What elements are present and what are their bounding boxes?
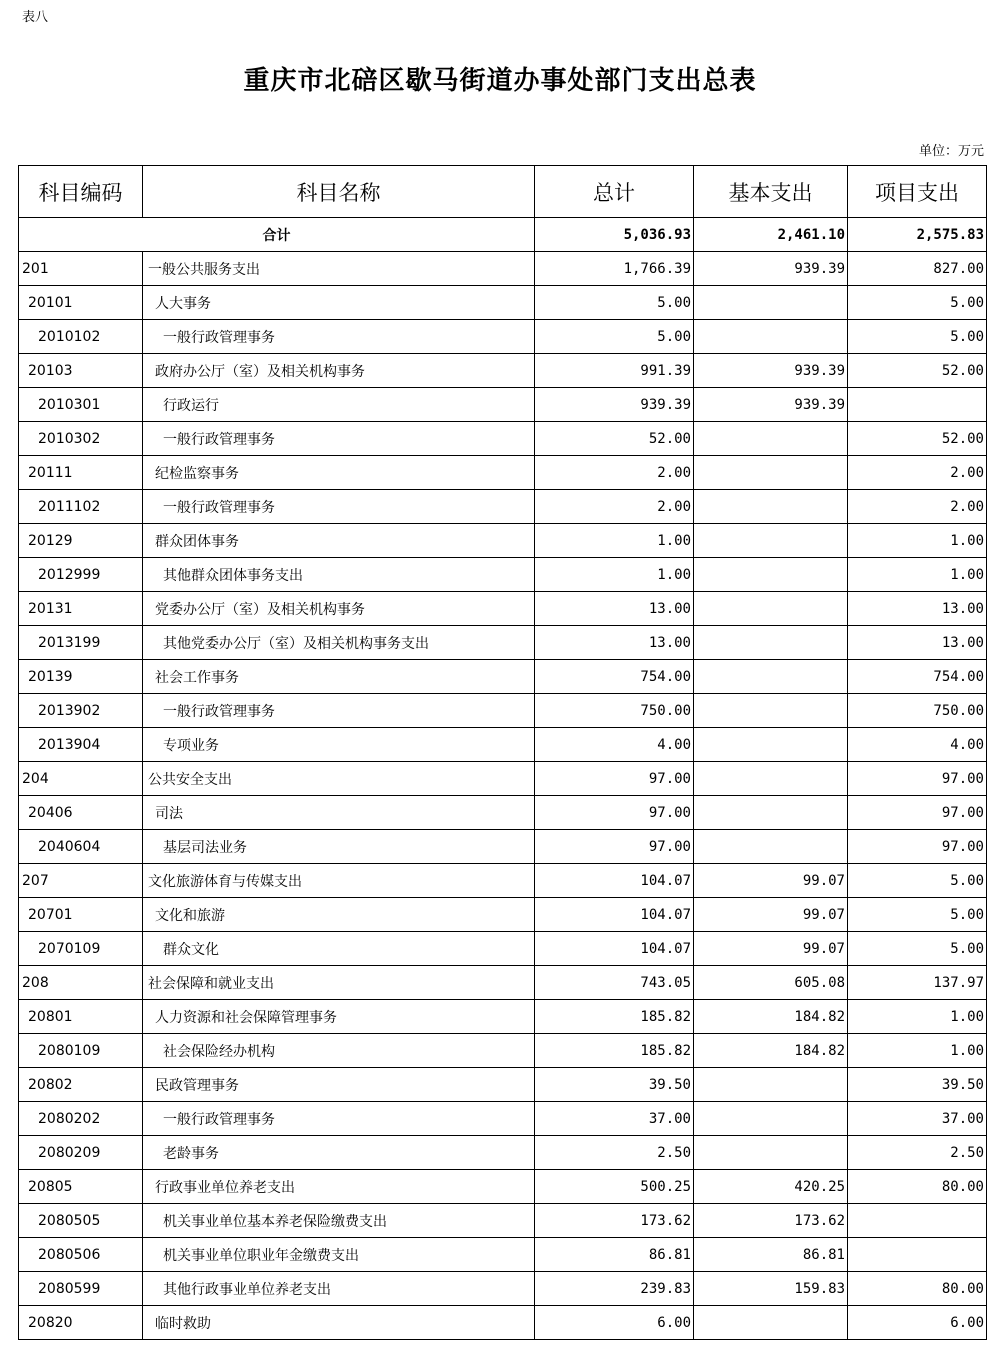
subject-name-cell: 老龄事务 bbox=[143, 1136, 535, 1170]
table-row bbox=[19, 1272, 987, 1306]
subject-code-cell: 20820 bbox=[19, 1306, 143, 1340]
project-expense-cell: 52.00 bbox=[848, 422, 987, 456]
project-expense-cell: 5.00 bbox=[848, 864, 987, 898]
subject-name-cell: 一般行政管理事务 bbox=[143, 694, 535, 728]
table-row bbox=[19, 1306, 987, 1340]
subject-code-cell: 20103 bbox=[19, 354, 143, 388]
subject-code-cell: 20139 bbox=[19, 660, 143, 694]
table-row bbox=[19, 388, 987, 422]
total-cell: 97.00 bbox=[535, 796, 694, 830]
table-row bbox=[19, 1068, 987, 1102]
total-sum: 5,036.93 bbox=[535, 218, 694, 252]
basic-expense-cell: 420.25 bbox=[694, 1170, 848, 1204]
subject-code-cell: 208 bbox=[19, 966, 143, 1000]
column-header-project: 项目支出 bbox=[848, 166, 987, 218]
subject-code-cell: 2080202 bbox=[19, 1102, 143, 1136]
subject-code-cell: 20129 bbox=[19, 524, 143, 558]
project-expense-cell: 827.00 bbox=[848, 252, 987, 286]
basic-expense-cell: 99.07 bbox=[694, 898, 848, 932]
project-expense-cell: 5.00 bbox=[848, 320, 987, 354]
table-number-label: 表八 bbox=[22, 10, 49, 25]
table-row bbox=[19, 694, 987, 728]
basic-expense-cell: 939.39 bbox=[694, 252, 848, 286]
table-row bbox=[19, 456, 987, 490]
project-expense-cell: 5.00 bbox=[848, 932, 987, 966]
table-row bbox=[19, 1102, 987, 1136]
subject-name-cell: 基层司法业务 bbox=[143, 830, 535, 864]
basic-expense-cell bbox=[694, 762, 848, 796]
project-expense-cell: 37.00 bbox=[848, 1102, 987, 1136]
basic-expense-cell bbox=[694, 796, 848, 830]
basic-expense-cell bbox=[694, 626, 848, 660]
subject-name-cell: 文化和旅游 bbox=[143, 898, 535, 932]
subject-name-cell: 文化旅游体育与传媒支出 bbox=[143, 864, 535, 898]
basic-expense-cell: 939.39 bbox=[694, 354, 848, 388]
subject-code-cell: 2013904 bbox=[19, 728, 143, 762]
subject-code-cell: 2080109 bbox=[19, 1034, 143, 1068]
subject-name-cell: 社会保障和就业支出 bbox=[143, 966, 535, 1000]
subject-name-cell: 其他行政事业单位养老支出 bbox=[143, 1272, 535, 1306]
table-row bbox=[19, 762, 987, 796]
basic-expense-cell: 99.07 bbox=[694, 932, 848, 966]
subject-code-cell: 2010301 bbox=[19, 388, 143, 422]
project-expense-cell: 1.00 bbox=[848, 558, 987, 592]
subject-name-cell: 公共安全支出 bbox=[143, 762, 535, 796]
subject-code-cell: 20111 bbox=[19, 456, 143, 490]
subject-code-cell: 204 bbox=[19, 762, 143, 796]
basic-expense-cell bbox=[694, 320, 848, 354]
table-row bbox=[19, 728, 987, 762]
project-expense-cell: 4.00 bbox=[848, 728, 987, 762]
table-row bbox=[19, 864, 987, 898]
subject-code-cell: 20406 bbox=[19, 796, 143, 830]
project-expense-cell bbox=[848, 1238, 987, 1272]
basic-expense-cell bbox=[694, 558, 848, 592]
table-row bbox=[19, 1204, 987, 1238]
subject-name-cell: 群众团体事务 bbox=[143, 524, 535, 558]
total-cell: 37.00 bbox=[535, 1102, 694, 1136]
total-cell: 2.00 bbox=[535, 456, 694, 490]
project-expense-cell: 6.00 bbox=[848, 1306, 987, 1340]
subject-code-cell: 2080599 bbox=[19, 1272, 143, 1306]
basic-expense-cell bbox=[694, 422, 848, 456]
basic-expense-cell: 184.82 bbox=[694, 1034, 848, 1068]
basic-expense-cell: 173.62 bbox=[694, 1204, 848, 1238]
total-cell: 750.00 bbox=[535, 694, 694, 728]
total-cell: 104.07 bbox=[535, 864, 694, 898]
total-cell: 939.39 bbox=[535, 388, 694, 422]
column-header-code: 科目编码 bbox=[19, 166, 143, 218]
table-row bbox=[19, 966, 987, 1000]
total-cell: 2.00 bbox=[535, 490, 694, 524]
project-expense-cell: 13.00 bbox=[848, 626, 987, 660]
subject-name-cell: 一般公共服务支出 bbox=[143, 252, 535, 286]
total-row bbox=[19, 218, 987, 252]
table-row bbox=[19, 932, 987, 966]
total-cell: 500.25 bbox=[535, 1170, 694, 1204]
table-row bbox=[19, 422, 987, 456]
basic-expense-cell bbox=[694, 694, 848, 728]
basic-expense-cell bbox=[694, 1102, 848, 1136]
subject-code-cell: 20801 bbox=[19, 1000, 143, 1034]
basic-expense-cell bbox=[694, 286, 848, 320]
basic-expense-cell: 605.08 bbox=[694, 966, 848, 1000]
total-cell: 39.50 bbox=[535, 1068, 694, 1102]
table-row bbox=[19, 1170, 987, 1204]
basic-expense-cell: 86.81 bbox=[694, 1238, 848, 1272]
total-cell: 185.82 bbox=[535, 1034, 694, 1068]
table-row bbox=[19, 490, 987, 524]
basic-expense-cell bbox=[694, 592, 848, 626]
project-expense-cell: 80.00 bbox=[848, 1272, 987, 1306]
basic-expense-cell bbox=[694, 1068, 848, 1102]
total-label: 合计 bbox=[19, 218, 535, 252]
total-cell: 97.00 bbox=[535, 762, 694, 796]
total-cell: 991.39 bbox=[535, 354, 694, 388]
basic-expense-cell bbox=[694, 1306, 848, 1340]
project-expense-cell: 2.00 bbox=[848, 456, 987, 490]
total-cell: 1.00 bbox=[535, 558, 694, 592]
expenditure-table bbox=[18, 165, 987, 1340]
basic-expense-cell bbox=[694, 1136, 848, 1170]
project-expense-cell: 2.50 bbox=[848, 1136, 987, 1170]
subject-code-cell: 2013902 bbox=[19, 694, 143, 728]
subject-name-cell: 行政运行 bbox=[143, 388, 535, 422]
basic-expense-cell bbox=[694, 524, 848, 558]
subject-name-cell: 专项业务 bbox=[143, 728, 535, 762]
total-cell: 185.82 bbox=[535, 1000, 694, 1034]
subject-name-cell: 其他群众团体事务支出 bbox=[143, 558, 535, 592]
subject-code-cell: 2010302 bbox=[19, 422, 143, 456]
total-cell: 104.07 bbox=[535, 898, 694, 932]
table-row bbox=[19, 1000, 987, 1034]
subject-code-cell: 20701 bbox=[19, 898, 143, 932]
total-cell: 1,766.39 bbox=[535, 252, 694, 286]
subject-code-cell: 20131 bbox=[19, 592, 143, 626]
total-cell: 4.00 bbox=[535, 728, 694, 762]
table-row bbox=[19, 1034, 987, 1068]
project-expense-cell: 39.50 bbox=[848, 1068, 987, 1102]
project-expense-cell bbox=[848, 1204, 987, 1238]
total-cell: 754.00 bbox=[535, 660, 694, 694]
basic-expense-cell bbox=[694, 728, 848, 762]
column-header-basic: 基本支出 bbox=[694, 166, 848, 218]
subject-code-cell: 2080506 bbox=[19, 1238, 143, 1272]
subject-name-cell: 一般行政管理事务 bbox=[143, 490, 535, 524]
total-cell: 52.00 bbox=[535, 422, 694, 456]
subject-name-cell: 人力资源和社会保障管理事务 bbox=[143, 1000, 535, 1034]
basic-expense-cell bbox=[694, 830, 848, 864]
total-cell: 13.00 bbox=[535, 592, 694, 626]
project-expense-cell: 13.00 bbox=[848, 592, 987, 626]
table-row bbox=[19, 252, 987, 286]
subject-code-cell: 2013199 bbox=[19, 626, 143, 660]
table-row bbox=[19, 898, 987, 932]
subject-name-cell: 机关事业单位职业年金缴费支出 bbox=[143, 1238, 535, 1272]
total-cell: 13.00 bbox=[535, 626, 694, 660]
project-expense-cell: 1.00 bbox=[848, 1034, 987, 1068]
basic-expense-cell bbox=[694, 490, 848, 524]
subject-name-cell: 政府办公厅（室）及相关机构事务 bbox=[143, 354, 535, 388]
subject-name-cell: 一般行政管理事务 bbox=[143, 422, 535, 456]
total-cell: 5.00 bbox=[535, 286, 694, 320]
subject-code-cell: 201 bbox=[19, 252, 143, 286]
project-expense-cell: 137.97 bbox=[848, 966, 987, 1000]
subject-name-cell: 行政事业单位养老支出 bbox=[143, 1170, 535, 1204]
subject-name-cell: 人大事务 bbox=[143, 286, 535, 320]
table-row bbox=[19, 592, 987, 626]
project-expense-cell: 97.00 bbox=[848, 762, 987, 796]
subject-name-cell: 党委办公厅（室）及相关机构事务 bbox=[143, 592, 535, 626]
total-project: 2,575.83 bbox=[848, 218, 987, 252]
subject-code-cell: 2080209 bbox=[19, 1136, 143, 1170]
subject-name-cell: 群众文化 bbox=[143, 932, 535, 966]
total-cell: 173.62 bbox=[535, 1204, 694, 1238]
total-basic: 2,461.10 bbox=[694, 218, 848, 252]
subject-code-cell: 2070109 bbox=[19, 932, 143, 966]
total-cell: 86.81 bbox=[535, 1238, 694, 1272]
unit-label: 单位：万元 bbox=[918, 144, 984, 159]
total-cell: 5.00 bbox=[535, 320, 694, 354]
basic-expense-cell: 184.82 bbox=[694, 1000, 848, 1034]
project-expense-cell: 754.00 bbox=[848, 660, 987, 694]
subject-code-cell: 20101 bbox=[19, 286, 143, 320]
project-expense-cell bbox=[848, 388, 987, 422]
basic-expense-cell: 939.39 bbox=[694, 388, 848, 422]
subject-code-cell: 2040604 bbox=[19, 830, 143, 864]
table-row bbox=[19, 286, 987, 320]
project-expense-cell: 5.00 bbox=[848, 898, 987, 932]
basic-expense-cell: 159.83 bbox=[694, 1272, 848, 1306]
subject-name-cell: 司法 bbox=[143, 796, 535, 830]
subject-name-cell: 一般行政管理事务 bbox=[143, 320, 535, 354]
table-row bbox=[19, 1136, 987, 1170]
project-expense-cell: 97.00 bbox=[848, 796, 987, 830]
basic-expense-cell: 99.07 bbox=[694, 864, 848, 898]
project-expense-cell: 5.00 bbox=[848, 286, 987, 320]
total-cell: 2.50 bbox=[535, 1136, 694, 1170]
total-cell: 743.05 bbox=[535, 966, 694, 1000]
project-expense-cell: 80.00 bbox=[848, 1170, 987, 1204]
total-cell: 239.83 bbox=[535, 1272, 694, 1306]
subject-name-cell: 其他党委办公厅（室）及相关机构事务支出 bbox=[143, 626, 535, 660]
table-row bbox=[19, 796, 987, 830]
project-expense-cell: 97.00 bbox=[848, 830, 987, 864]
subject-code-cell: 2080505 bbox=[19, 1204, 143, 1238]
table-row bbox=[19, 626, 987, 660]
subject-name-cell: 民政管理事务 bbox=[143, 1068, 535, 1102]
column-header-total: 总计 bbox=[535, 166, 694, 218]
column-header-name: 科目名称 bbox=[143, 166, 535, 218]
total-cell: 1.00 bbox=[535, 524, 694, 558]
subject-code-cell: 2011102 bbox=[19, 490, 143, 524]
project-expense-cell: 2.00 bbox=[848, 490, 987, 524]
basic-expense-cell bbox=[694, 660, 848, 694]
subject-code-cell: 2010102 bbox=[19, 320, 143, 354]
subject-code-cell: 20802 bbox=[19, 1068, 143, 1102]
table-row bbox=[19, 1238, 987, 1272]
subject-name-cell: 一般行政管理事务 bbox=[143, 1102, 535, 1136]
table-row bbox=[19, 524, 987, 558]
subject-code-cell: 207 bbox=[19, 864, 143, 898]
total-cell: 97.00 bbox=[535, 830, 694, 864]
subject-name-cell: 机关事业单位基本养老保险缴费支出 bbox=[143, 1204, 535, 1238]
table-row bbox=[19, 320, 987, 354]
subject-name-cell: 纪检监察事务 bbox=[143, 456, 535, 490]
subject-name-cell: 社会工作事务 bbox=[143, 660, 535, 694]
subject-name-cell: 临时救助 bbox=[143, 1306, 535, 1340]
page-title: 重庆市北碚区歇马街道办事处部门支出总表 bbox=[243, 66, 757, 96]
table-row bbox=[19, 830, 987, 864]
table-header-row bbox=[19, 166, 987, 218]
total-cell: 104.07 bbox=[535, 932, 694, 966]
project-expense-cell: 1.00 bbox=[848, 524, 987, 558]
project-expense-cell: 750.00 bbox=[848, 694, 987, 728]
subject-name-cell: 社会保险经办机构 bbox=[143, 1034, 535, 1068]
total-cell: 6.00 bbox=[535, 1306, 694, 1340]
subject-code-cell: 2012999 bbox=[19, 558, 143, 592]
table-row bbox=[19, 558, 987, 592]
table-row bbox=[19, 660, 987, 694]
project-expense-cell: 1.00 bbox=[848, 1000, 987, 1034]
table-row bbox=[19, 354, 987, 388]
project-expense-cell: 52.00 bbox=[848, 354, 987, 388]
subject-code-cell: 20805 bbox=[19, 1170, 143, 1204]
basic-expense-cell bbox=[694, 456, 848, 490]
